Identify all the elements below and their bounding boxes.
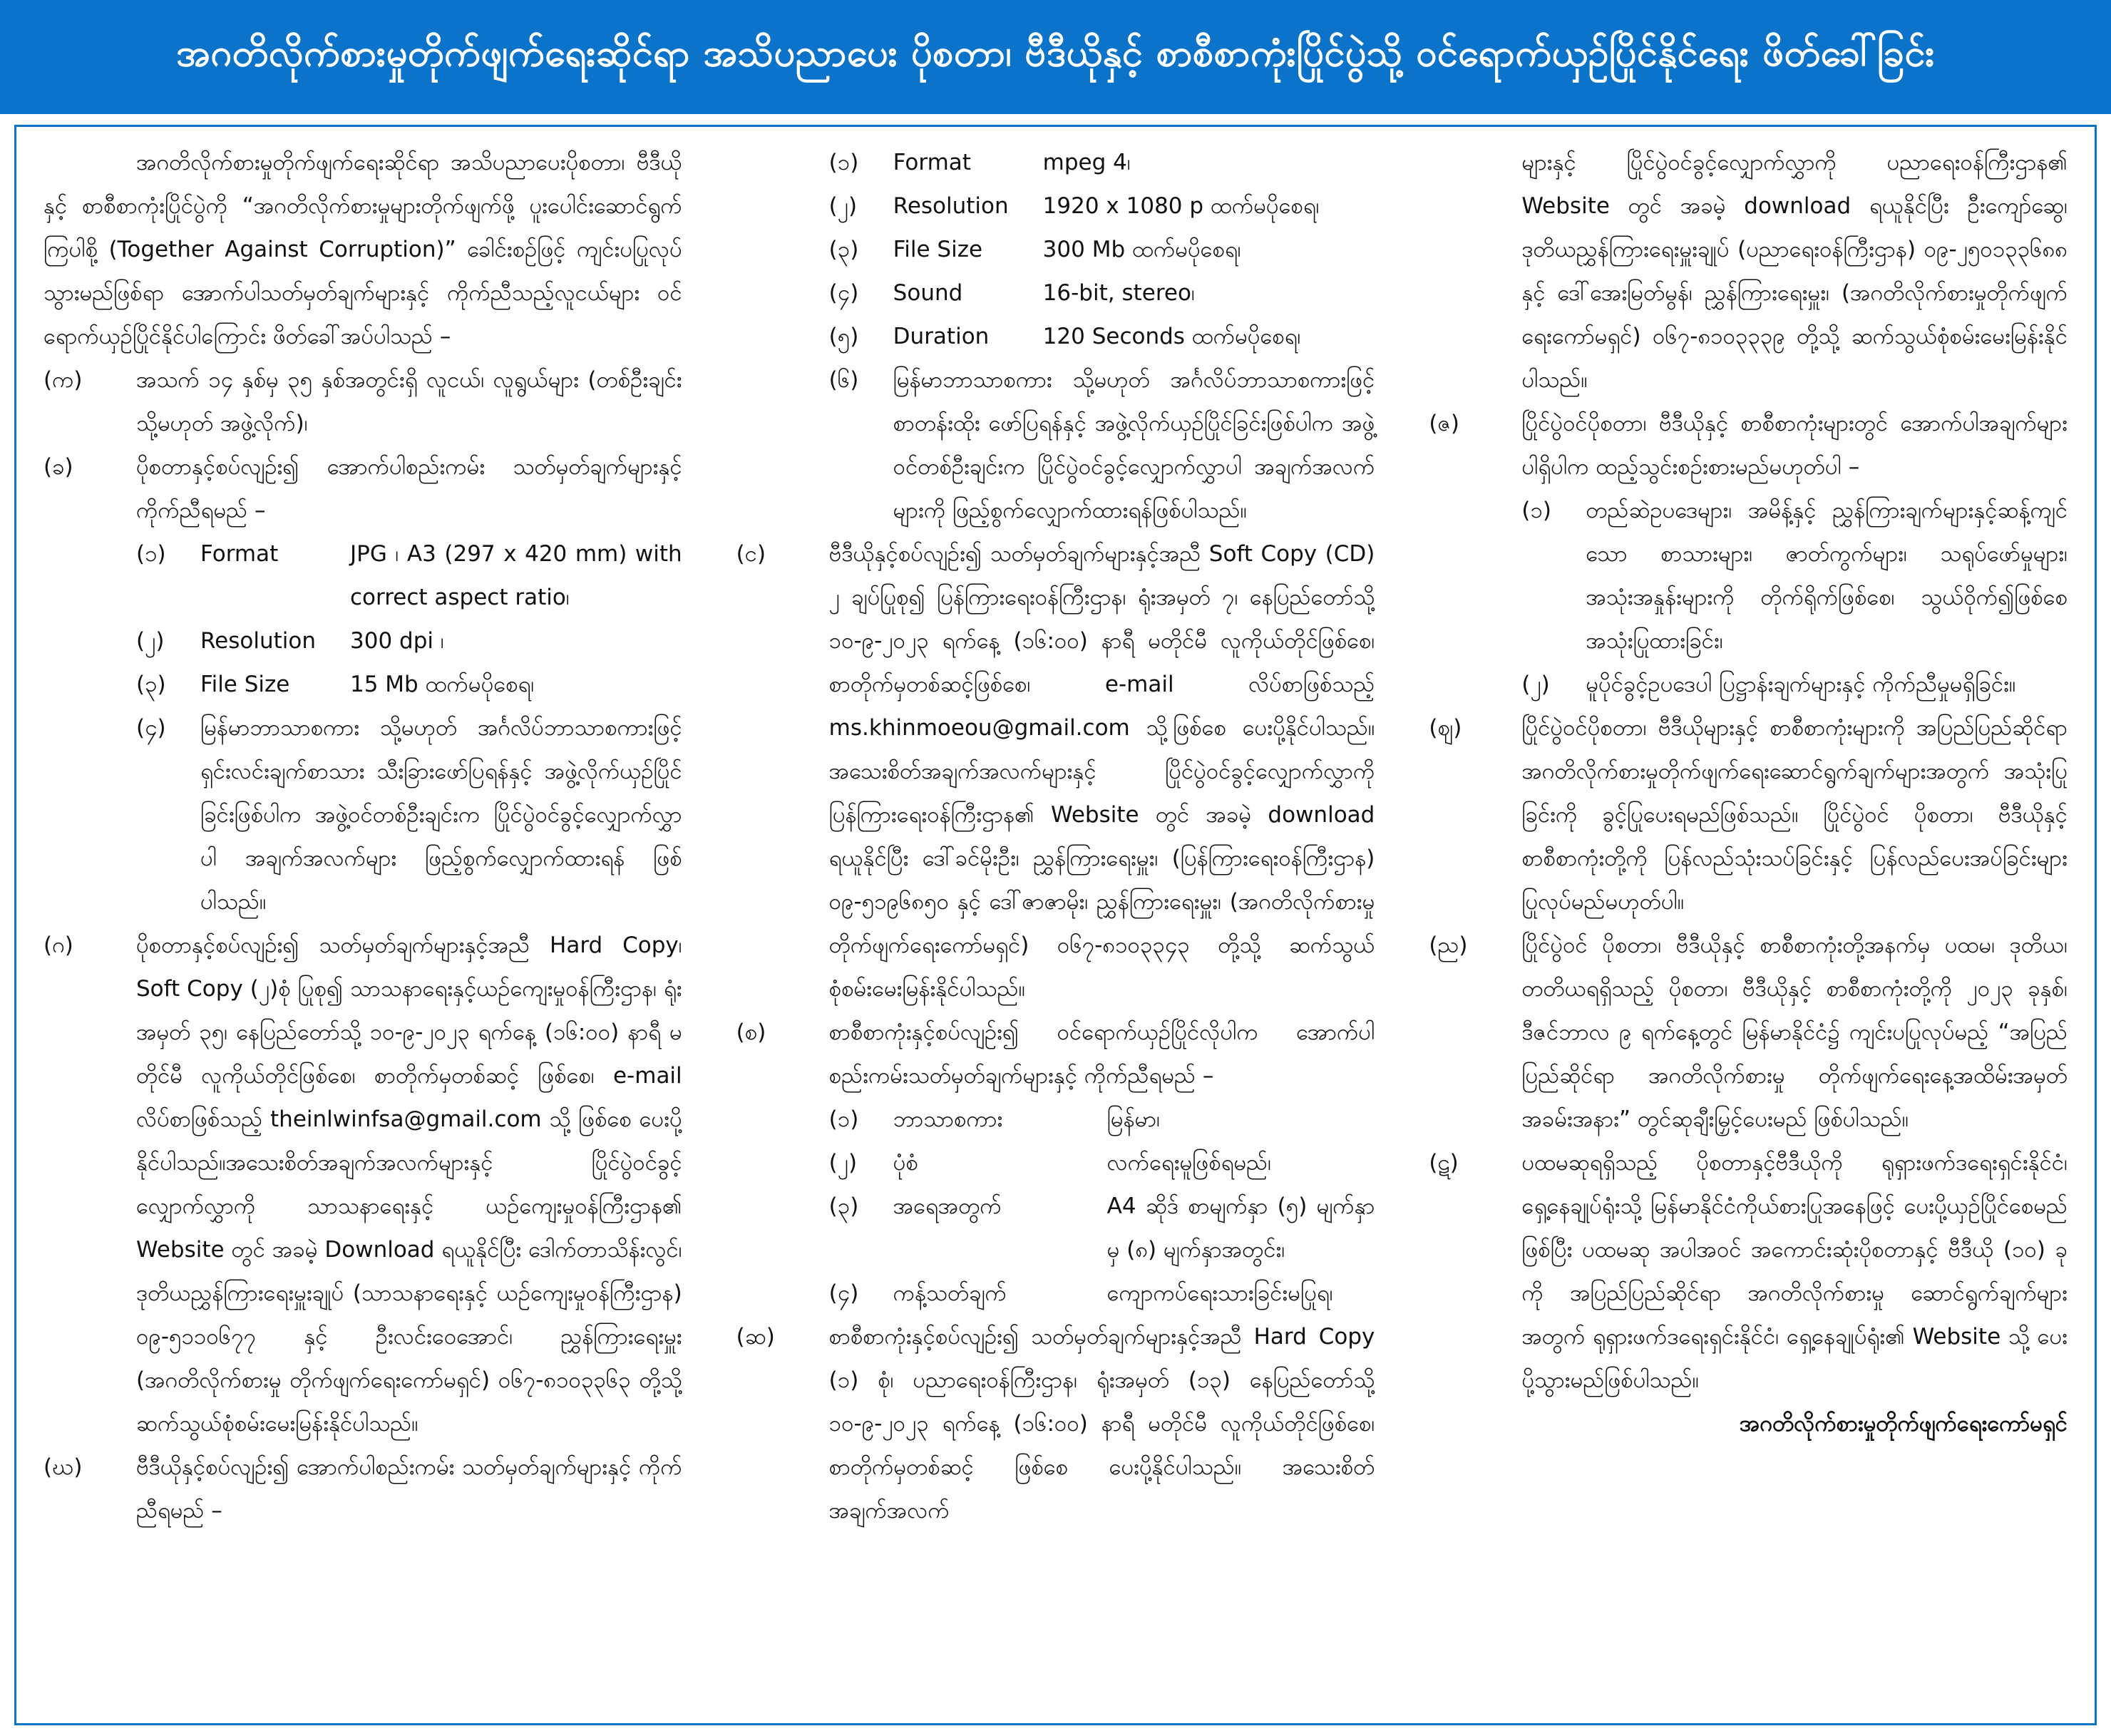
video-spec-filesize [736, 228, 1375, 272]
spec-key: Resolution [893, 193, 1009, 219]
poster-spec-language [43, 707, 682, 924]
clause-hsa-continued [1429, 141, 2068, 402]
spec-value: မြန်မာ၊ [1106, 1106, 1160, 1132]
spec-number: (၂) [1521, 672, 1550, 697]
spec-value: JPG ၊ A3 (297 x 420 mm) with correct aspect ratio၊ [350, 541, 682, 610]
clause-kha [43, 446, 682, 533]
clause-text: ပြိုင်ပွဲဝင်ပိုစတာ၊ ဗီဒီယိုများနှင့် စာစီစာကုံးများကို အပြည်ပြည်ဆိုင်ရာ အဂတိလိုက်စားမှုတိုက်ဖျက်ရေးဆောင်ရွက်ချက်များအတွက် အသုံးပြုခြင်းကို ခွင့်ပြုပေးရမည်ဖြစ်သည်။ ပြိုင်ပွဲဝင် ပိုစတာ၊ ဗီဒီယိုနှင့် စာစီစာကုံးတို့ကို ပြန်လည်သုံးသပ်ခြင်းနှင့် ပြန်လည်ပေးအပ်ခြင်းများ ပြုလုပ်မည်မဟုတ်ပါ။ [1521, 715, 2068, 915]
spec-number: (၁) [1521, 498, 1551, 523]
spec-number: (၁) [136, 541, 166, 567]
spec-key: Resolution [200, 628, 316, 654]
spec-text: မြန်မာဘာသာစကား သို့မဟုတ် အင်္ဂလိပ်ဘာသာစကားဖြင့် စာတန်းထိုး ဖော်ပြရန်နှင့် အဖွဲ့လိုက်ယှဉ်ပြိုင်ခြင်းဖြစ်ပါက အဖွဲ့ဝင်တစ်ဦးချင်းက ပြိုင်ပွဲဝင်ခွင့်လျှောက်လွှာပါ အချက်အလက်များကို ဖြည့်စွက်လျှောက်ထားရန်ဖြစ်ပါသည်။ [893, 367, 1375, 523]
column-1 [16, 127, 709, 1723]
clause-ta [1429, 1141, 2068, 1402]
spec-number: (၂) [136, 628, 165, 654]
spec-number: (၅) [828, 324, 859, 349]
spec-number: (၁) [828, 150, 859, 175]
spec-key: File Size [893, 237, 983, 262]
spec-key: Duration [893, 324, 990, 349]
spec-number: (၄) [828, 280, 859, 306]
clause-text: ဗီဒီယိုနှင့်စပ်လျဉ်း၍ အောက်ပါစည်းကမ်း သတ်မှတ်ချက်များနှင့် ကိုက်ညီရမည် – [136, 1454, 682, 1524]
spec-value: 16-bit, stereo၊ [1042, 280, 1195, 306]
spec-key: ဘာသာစကား [893, 1106, 1003, 1132]
spec-number: (၄) [828, 1280, 859, 1306]
clause-za [1429, 402, 2068, 489]
clause-text: ပိုစတာနှင့်စပ်လျဉ်း၍ သတ်မှတ်ချက်များနှင့်အညီ Hard Copy၊ Soft Copy (၂)စုံ ပြုစု၍ သာသနာရေးနှင့်ယဉ်ကျေးမှုဝန်ကြီးဌာန၊ ရုံးအမှတ် ၃၅၊ နေပြည်တော်သို့ ၁၀-၉-၂၀၂၃ ရက်နေ့ (၁၆:၀၀) နာရီ မတိုင်မီ လူကိုယ်တိုင်ဖြစ်စေ၊ စာတိုက်မှတစ်ဆင့် ဖြစ်စေ၊ e-mail လိပ်စာဖြစ်သည့် theinlwinfsa@gmail.com သို့ ဖြစ်စေ ပေးပို့နိုင်ပါသည်။အသေးစိတ်အချက်အလက်များနှင့် ပြိုင်ပွဲဝင်ခွင့်လျှောက်လွှာကို သာသနာရေးနှင့် ယဉ်ကျေးမှုဝန်ကြီးဌာန၏ Website တွင် အခမဲ့ Download ရယူနိုင်ပြီး ဒေါက်တာသိန်းလွင်၊ ဒုတိယညွှန်ကြားရေးမှူးချုပ် (သာသနာရေးနှင့် ယဉ်ကျေးမှုဝန်ကြီးဌာန) ၀၉-၅၁၁၀၆၇၇ နှင့် ဦးလင်းဝေအောင်၊ ညွှန်ကြားရေးမှူး (အဂတိလိုက်စားမှု တိုက်ဖျက်ရေးကော်မရှင်) ၀၆၇-၈၁၀၃၃၆၃ တို့သို့ ဆက်သွယ်စုံစမ်းမေးမြန်းနိုင်ပါသည်။ [136, 933, 682, 1437]
video-spec-format [736, 141, 1375, 185]
clause-text: အသက် ၁၄ နှစ်မှ ၃၅ နှစ်အတွင်းရှိ လူငယ်၊ လူရွယ်များ (တစ်ဦးချင်း သို့မဟုတ် အဖွဲ့လိုက်)၊ [136, 367, 682, 436]
clause-text: ပြိုင်ပွဲဝင် ပိုစတာ၊ ဗီဒီယိုနှင့် စာစီစာကုံးတို့အနက်မှ ပထမ၊ ဒုတိယ၊ တတိယရရှိသည့် ပိုစတာ၊ ဗီဒီယိုနှင့် စာစီစာကုံးတို့ကို ၂၀၂၃ ခုနှစ်၊ ဒီဇင်ဘာလ ၉ ရက်နေ့တွင် မြန်မာနိုင်ငံ၌ ကျင်းပပြုလုပ်မည့် “အပြည်ပြည်ဆိုင်ရာ အဂတိလိုက်စားမှု တိုက်ဖျက်ရေးနေ့အထိမ်းအမှတ်အခမ်းအနား” တွင်ဆုချီးမြှင့်ပေးမည် ဖြစ်ပါသည်။ [1521, 933, 2068, 1132]
clause-zha [1429, 707, 2068, 924]
clause-text: ပထမဆုရရှိသည့် ပိုစတာနှင့်ဗီဒီယိုကို ရုရှားဖက်ဒရေးရှင်းနိုင်ငံ၊ ရှေ့နေချုပ်ရုံးသို့ မြန်မာနိုင်ငံကိုယ်စားပြုအနေဖြင့် ပေးပို့ယှဉ်ပြိုင်စေမည်ဖြစ်ပြီး ပထမဆု အပါအဝင် အကောင်းဆုံးပိုစတာနှင့် ဗီဒီယို (၁၀) ခုကို အပြည်ပြည်ဆိုင်ရာ အဂတိလိုက်စားမှု ဆောင်ရွက်ချက်များအတွက် ရုရှားဖက်ဒရေးရှင်းနိုင်ငံ၊ ရှေ့နေချုပ်ရုံး၏ Website သို့ ပေးပို့သွားမည်ဖြစ်ပါသည်။ [1521, 1150, 2068, 1393]
exclusion-1 [1429, 489, 2068, 663]
clause-text: ပြိုင်ပွဲဝင်ပိုစတာ၊ ဗီဒီယိုနှင့် စာစီစာကုံးများတွင် အောက်ပါအချက်များ ပါရှိပါက ထည့်သွင်းစဉ်းစားမည်မဟုတ်ပါ – [1521, 411, 2068, 480]
spec-value: 120 Seconds ထက်မပိုစေရ၊ [1042, 324, 1301, 349]
spec-key: ကန့်သတ်ချက် [893, 1280, 1007, 1306]
spec-number: (၃) [136, 672, 166, 697]
clause-number: (စ) [736, 1019, 766, 1045]
essay-spec-form [736, 1141, 1375, 1185]
clause-number: (ခ) [43, 454, 73, 480]
spec-number: (၄) [136, 715, 166, 741]
poster-spec-format [43, 533, 682, 620]
spec-key: File Size [200, 672, 290, 697]
clause-gha [43, 1446, 682, 1533]
spec-key: Format [200, 541, 279, 567]
clause-number: (ဇ) [1429, 411, 1459, 436]
clause-number: (ဆ) [736, 1324, 775, 1350]
clause-text: ဗီဒီယိုနှင့်စပ်လျဉ်း၍ သတ်မှတ်ချက်များနှင့်အညီ Soft Copy (CD) ၂ ချပ်ပြုစု၍ ပြန်ကြားရေးဝန်ကြီးဌာန၊ ရုံးအမှတ် ၇၊ နေပြည်တော်သို့ ၁၀-၉-၂၀၂၃ ရက်နေ့ (၁၆:၀၀) နာရီ မတိုင်မီ လူကိုယ်တိုင်ဖြစ်စေ၊ စာတိုက်မှတစ်ဆင့်ဖြစ်စေ၊ e-mail လိပ်စာဖြစ်သည့် ms.khinmoeou@gmail.com သို့ဖြစ်စေ ပေးပို့နိုင်ပါသည်။ အသေးစိတ်အချက်အလက်များနှင့် ပြိုင်ပွဲဝင်ခွင့်လျှောက်လွှာကို ပြန်ကြားရေးဝန်ကြီးဌာန၏ Website တွင် အခမဲ့ download ရယူနိုင်ပြီး ဒေါ်ခင်မိုးဦး၊ ညွှန်ကြားရေးမှူး၊ (ပြန်ကြားရေးဝန်ကြီးဌာန) ၀၉-၅၁၉၆၈၅၀ နှင့် ဒေါ်ဇာဇာမိုး၊ ညွှန်ကြားရေးမှူး၊ (အဂတိလိုက်စားမှုတိုက်ဖျက်ရေးကော်မရှင်) ၀၆၇-၈၁၀၃၃၄၃ တို့သို့ ဆက်သွယ်စုံစမ်းမေးမြန်းနိုင်ပါသည်။ [828, 541, 1375, 1002]
spec-number: (၂) [828, 193, 858, 219]
clause-text: စာစီစာကုံးနှင့်စပ်လျဉ်း၍ သတ်မှတ်ချက်များနှင့်အညီ Hard Copy (၁) စုံ၊ ပညာရေးဝန်ကြီးဌာန၊ ရုံးအမှတ် (၁၃) နေပြည်တော်သို့ ၁၀-၉-၂၀၂၃ ရက်နေ့ (၁၆:၀၀) နာရီ မတိုင်မီ လူကိုယ်တိုင်ဖြစ်စေ၊ စာတိုက်မှတစ်ဆင့် ဖြစ်စေ ပေးပို့နိုင်ပါသည်။ အသေးစိတ်အချက်အလက် [828, 1324, 1375, 1524]
spec-key: ပုံစံ [893, 1150, 918, 1176]
clause-ga [43, 924, 682, 1446]
column-2 [709, 127, 1402, 1723]
spec-value: 300 Mb ထက်မပိုစေရ၊ [1042, 237, 1241, 262]
announcement-title: အဂတိလိုက်စားမှုတိုက်ဖျက်ရေးဆိုင်ရာ အသိပညာပေး ပိုစတာ၊ ဗီဒီယိုနှင့် စာစီစာကုံးပြိုင်ပွဲသို့ ဝင်ရောက်ယှဉ်ပြိုင်နိုင်ရေး ဖိတ်ခေါ်ခြင်း [0, 0, 2111, 114]
exclusion-2 [1429, 663, 2068, 707]
spec-value: လက်ရေးမူဖြစ်ရမည်၊ [1106, 1150, 1272, 1176]
video-spec-language [736, 359, 1375, 533]
spec-text: မြန်မာဘာသာစကား သို့မဟုတ် အင်္ဂလိပ်ဘာသာစကားဖြင့် ရှင်းလင်းချက်စာသား သီးခြားဖော်ပြရန်နှင့် အဖွဲ့လိုက်ယှဉ်ပြိုင်ခြင်းဖြစ်ပါက အဖွဲ့ဝင်တစ်ဦးချင်းက ပြိုင်ပွဲဝင်ခွင့်လျှောက်လွှာပါ အချက်အလက်များ ဖြည့်စွက်လျှောက်ထားရန် ဖြစ်ပါသည်။ [200, 715, 682, 915]
spec-value: A4 ဆိုဒ် စာမျက်နှာ (၅) မျက်နှာမှ (၈) မျက်နှာအတွင်း၊ [1106, 1193, 1375, 1263]
essay-spec-language [736, 1098, 1375, 1141]
clause-ka [43, 359, 682, 446]
clause-number: (ဋ) [1429, 1150, 1459, 1176]
clause-text: များနှင့် ပြိုင်ပွဲဝင်ခွင့်လျှောက်လွှာကို ပညာရေးဝန်ကြီးဌာန၏ Website တွင် အခမဲ့ download ရယူနိုင်ပြီး ဦးကျော်ဆွေ၊ ဒုတိယညွှန်ကြားရေးမှူးချုပ် (ပညာရေးဝန်ကြီးဌာန) ၀၉-၂၅၀၁၃၃၆၈၈ နှင့် ဒေါ်အေးမြတ်မွန်၊ ညွှန်ကြားရေးမှူး၊ (အဂတိလိုက်စားမှုတိုက်ဖျက်ရေးကော်မရှင်) ၀၆၇-၈၁၀၃၃၃၉ တို့သို့ ဆက်သွယ်စုံစမ်းမေးမြန်းနိုင်ပါသည်။ [1521, 150, 2068, 393]
spec-text: မူပိုင်ခွင့်ဥပဒေပါ ပြဋ္ဌာန်းချက်များနှင့် ကိုက်ညီမှုမရှိခြင်း။ [1586, 672, 2016, 697]
poster-spec-resolution [43, 620, 682, 663]
video-spec-resolution [736, 185, 1375, 228]
clause-hsa [736, 1315, 1375, 1533]
clause-text: စာစီစာကုံးနှင့်စပ်လျဉ်း၍ ဝင်ရောက်ယှဉ်ပြိုင်လိုပါက အောက်ပါ စည်းကမ်းသတ်မှတ်ချက်များနှင့် ကိုက်ညီရမည် – [828, 1019, 1375, 1089]
spec-number: (၃) [828, 237, 859, 262]
clause-number: (င) [736, 541, 766, 567]
announcement-body [14, 125, 2097, 1725]
clause-number: (ည) [1429, 933, 1468, 958]
intro-paragraph: အဂတိလိုက်စားမှုတိုက်ဖျက်ရေးဆိုင်ရာ အသိပညာပေးပိုစတာ၊ ဗီဒီယိုနှင့် စာစီစာကုံးပြိုင်ပွဲကို “အဂတိလိုက်စားမှုများတိုက်ဖျက်ဖို့ ပူးပေါင်းဆောင်ရွက်ကြပါစို့ (Together Against Corruption)” ခေါင်းစဉ်ဖြင့် ကျင်းပပြုလုပ်သွားမည်ဖြစ်ရာ အောက်ပါသတ်မှတ်ချက်များနှင့် ကိုက်ညီသည့်လူငယ်များ ဝင်ရောက်ယှဉ်ပြိုင်နိုင်ပါကြောင်း ဖိတ်ခေါ်အပ်ပါသည် – [43, 150, 682, 349]
spec-text: တည်ဆဲဥပဒေများ၊ အမိန့်နှင့် ညွှန်ကြားချက်များနှင့်ဆန့်ကျင်သော စာသားများ၊ ဇာတ်ကွက်များ၊ သရုပ်ဖော်မှုများ၊ အသုံးအနှုန်းများကို တိုက်ရိုက်ဖြစ်စေ၊ သွယ်ဝိုက်၍ဖြစ်စေ အသုံးပြုထားခြင်း၊ [1586, 498, 2068, 654]
clause-number: (ဈ) [1429, 715, 1462, 741]
spec-value: 300 dpi ၊ [350, 628, 444, 654]
spec-key: Format [893, 150, 971, 175]
clause-text: ပိုစတာနှင့်စပ်လျဉ်း၍ အောက်ပါစည်းကမ်း သတ်မှတ်ချက်များနှင့်ကိုက်ညီရမည် – [136, 454, 682, 523]
video-spec-sound [736, 272, 1375, 315]
clause-nya [1429, 924, 2068, 1141]
video-spec-duration [736, 315, 1375, 359]
spec-number: (၆) [828, 367, 859, 393]
signature-commission: အဂတိလိုက်စားမှုတိုက်ဖျက်ရေးကော်မရှင် [1739, 1411, 2068, 1437]
column-3 [1402, 127, 2095, 1723]
clause-nga [736, 533, 1375, 1011]
spec-number: (၂) [828, 1150, 858, 1176]
spec-number: (၃) [828, 1193, 859, 1219]
clause-sa [736, 1011, 1375, 1098]
clause-number: (ဃ) [43, 1454, 83, 1480]
spec-value: mpeg 4၊ [1042, 150, 1131, 175]
essay-spec-restriction [736, 1272, 1375, 1315]
clause-number: (က) [43, 367, 83, 393]
spec-value: ကျောကပ်ရေးသားခြင်းမပြုရ၊ [1106, 1280, 1333, 1306]
spec-value: 15 Mb ထက်မပိုစေရ၊ [350, 672, 535, 697]
spec-key: Sound [893, 280, 963, 306]
poster-spec-filesize [43, 663, 682, 707]
spec-number: (၁) [828, 1106, 859, 1132]
essay-spec-length [736, 1185, 1375, 1272]
clause-number: (ဂ) [43, 933, 73, 958]
spec-value: 1920 x 1080 p ထက်မပိုစေရ၊ [1042, 193, 1320, 219]
spec-key: အရေအတွက် [893, 1193, 1002, 1219]
